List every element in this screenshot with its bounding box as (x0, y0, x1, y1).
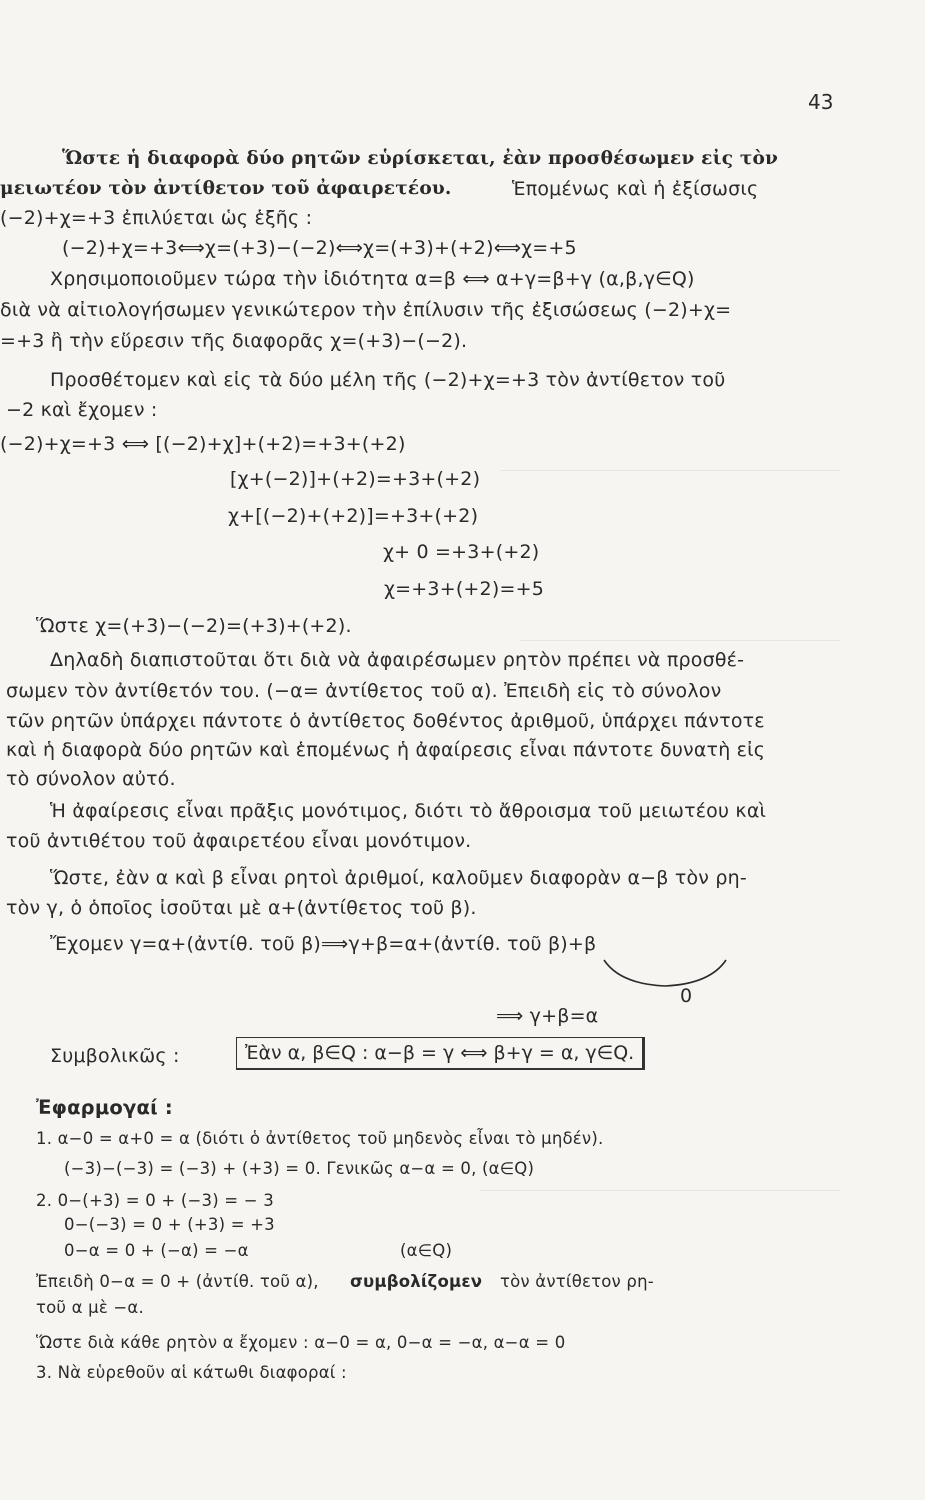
text-line: διὰ νὰ αἰτιολογήσωμεν γενικώτερον τὴν ἐπίλυσιν τῆς ἐξισώσεως (−2)+χ= (0, 299, 732, 321)
underbrace-label: 0 (680, 985, 693, 1007)
page-number: 43 (808, 90, 834, 114)
text-line: Συμβολικῶς : (50, 1045, 180, 1067)
text-line: Προσθέτομεν καὶ εἰς τὰ δύο μέλη τῆς (−2)+χ=+3 τὸν ἀντίθετον τοῦ (50, 369, 726, 391)
text-line: Ἔχομεν γ=α+(ἀντίθ. τοῦ β)⟹γ+β=α+(ἀντίθ. τοῦ β)+β (50, 933, 597, 955)
example-line: (α∈Q) (400, 1241, 453, 1260)
example-line: 1. α−0 = α+0 = α (διότι ὁ ἀντίθετος τοῦ μηδενὸς εἶναι τὸ μηδέν). (36, 1129, 604, 1148)
equation-line: ⟹ γ+β=α (496, 1005, 599, 1027)
text-line: Χρησιμοποιοῦμεν τώρα τὴν ἰδιότητα α=β ⟺ α+γ=β+γ (α,β,γ∈Q) (50, 268, 695, 290)
text-line: μειωτέον τὸν ἀντίθετον τοῦ ἀφαιρετέου. (0, 178, 452, 199)
text-line: Δηλαδὴ διαπιστοῦται ὅτι διὰ νὰ ἀφαιρέσωμεν ρητὸν πρέπει νὰ προσθέ- (50, 649, 745, 671)
equation-line: χ+[(−2)+(+2)]=+3+(+2) (228, 505, 479, 527)
equation-line: χ=+3+(+2)=+5 (384, 578, 544, 600)
text-line: =+3 ἢ τὴν εὕρεσιν τῆς διαφορᾶς χ=(+3)−(−2). (0, 330, 468, 352)
example-line-emphasis: συμβολίζομεν (350, 1272, 483, 1291)
equation-line: χ+ 0 =+3+(+2) (383, 541, 540, 563)
text-line: τὸ σύνολον αὐτό. (6, 768, 176, 790)
example-line: τὸν ἀντίθετον ρη- (500, 1272, 654, 1291)
text-line: Ἑπομένως καὶ ἡ ἐξίσωσις (512, 178, 759, 200)
equation-line: (−2)+χ=+3⟺χ=(+3)−(−2)⟺χ=(+3)+(+2)⟺χ=+5 (62, 237, 577, 259)
underbrace-icon (600, 956, 730, 992)
text-line: (−2)+χ=+3 ἐπιλύεται ὡς ἑξῆς : (0, 207, 313, 229)
text-line: σωμεν τὸν ἀντίθετόν του. (−α= ἀντίθετος τοῦ α). Ἐπειδὴ εἰς τὸ σύνολον (6, 680, 722, 702)
example-line: 0−(−3) = 0 + (+3) = +3 (64, 1215, 275, 1234)
example-line: Ἐπειδὴ 0−α = 0 + (ἀντίθ. τοῦ α), (36, 1272, 319, 1291)
bleed-through-line (480, 1190, 840, 1191)
definition-box: Ἐὰν α, β∈Q : α−β = γ ⟺ β+γ = α, γ∈Q. (236, 1037, 645, 1070)
example-line: τοῦ α μὲ −α. (36, 1298, 144, 1317)
equation-line: [χ+(−2)]+(+2)=+3+(+2) (230, 468, 481, 490)
text-line: τοῦ ἀντιθέτου τοῦ ἀφαιρετέου εἶναι μονότιμον. (6, 830, 472, 852)
bleed-through-line (520, 640, 840, 641)
text-line: Ὥστε ἡ διαφορὰ δύο ρητῶν εὑρίσκεται, ἐὰν προσθέσωμεν εἰς τὸν (62, 148, 779, 169)
text-line: τὸν γ, ὁ ὁποῖος ἰσοῦται μὲ α+(ἀντίθετος τοῦ β). (6, 897, 477, 919)
example-line: 3. Νὰ εὑρεθοῦν αἱ κάτωθι διαφοραί : (36, 1363, 347, 1382)
text-line: Ἡ ἀφαίρεσις εἶναι πρᾶξις μονότιμος, διότι τὸ ἄθροισμα τοῦ μειωτέου καὶ (50, 800, 767, 822)
bleed-through-line (500, 470, 840, 471)
text-line: Ὥστε, ἐὰν α καὶ β εἶναι ρητοὶ ἀριθμοί, καλοῦμεν διαφορὰν α−β τὸν ρη- (50, 867, 747, 889)
section-heading: Ἐφαρμογαί : (36, 1096, 173, 1119)
text-line: τῶν ρητῶν ὑπάρχει πάντοτε ὁ ἀντίθετος δοθέντος ἀριθμοῦ, ὑπάρχει πάντοτε (6, 710, 765, 732)
example-line: 0−α = 0 + (−α) = −α (64, 1241, 249, 1260)
example-line: Ὥστε διὰ κάθε ρητὸν α ἔχομεν : α−0 = α, 0−α = −α, α−α = 0 (36, 1333, 566, 1352)
example-line: (−3)−(−3) = (−3) + (+3) = 0. Γενικῶς α−α = 0, (α∈Q) (64, 1159, 535, 1178)
text-line: καὶ ἡ διαφορὰ δύο ρητῶν καὶ ἑπομένως ἡ ἀφαίρεσις εἶναι πάντοτε δυνατὴ εἰς (6, 739, 766, 761)
text-line: −2 καὶ ἔχομεν : (6, 399, 158, 421)
text-line: Ὥστε χ=(+3)−(−2)=(+3)+(+2). (36, 615, 352, 637)
example-line: 2. 0−(+3) = 0 + (−3) = − 3 (36, 1191, 274, 1210)
equation-line: (−2)+χ=+3 ⟺ [(−2)+χ]+(+2)=+3+(+2) (0, 433, 406, 455)
